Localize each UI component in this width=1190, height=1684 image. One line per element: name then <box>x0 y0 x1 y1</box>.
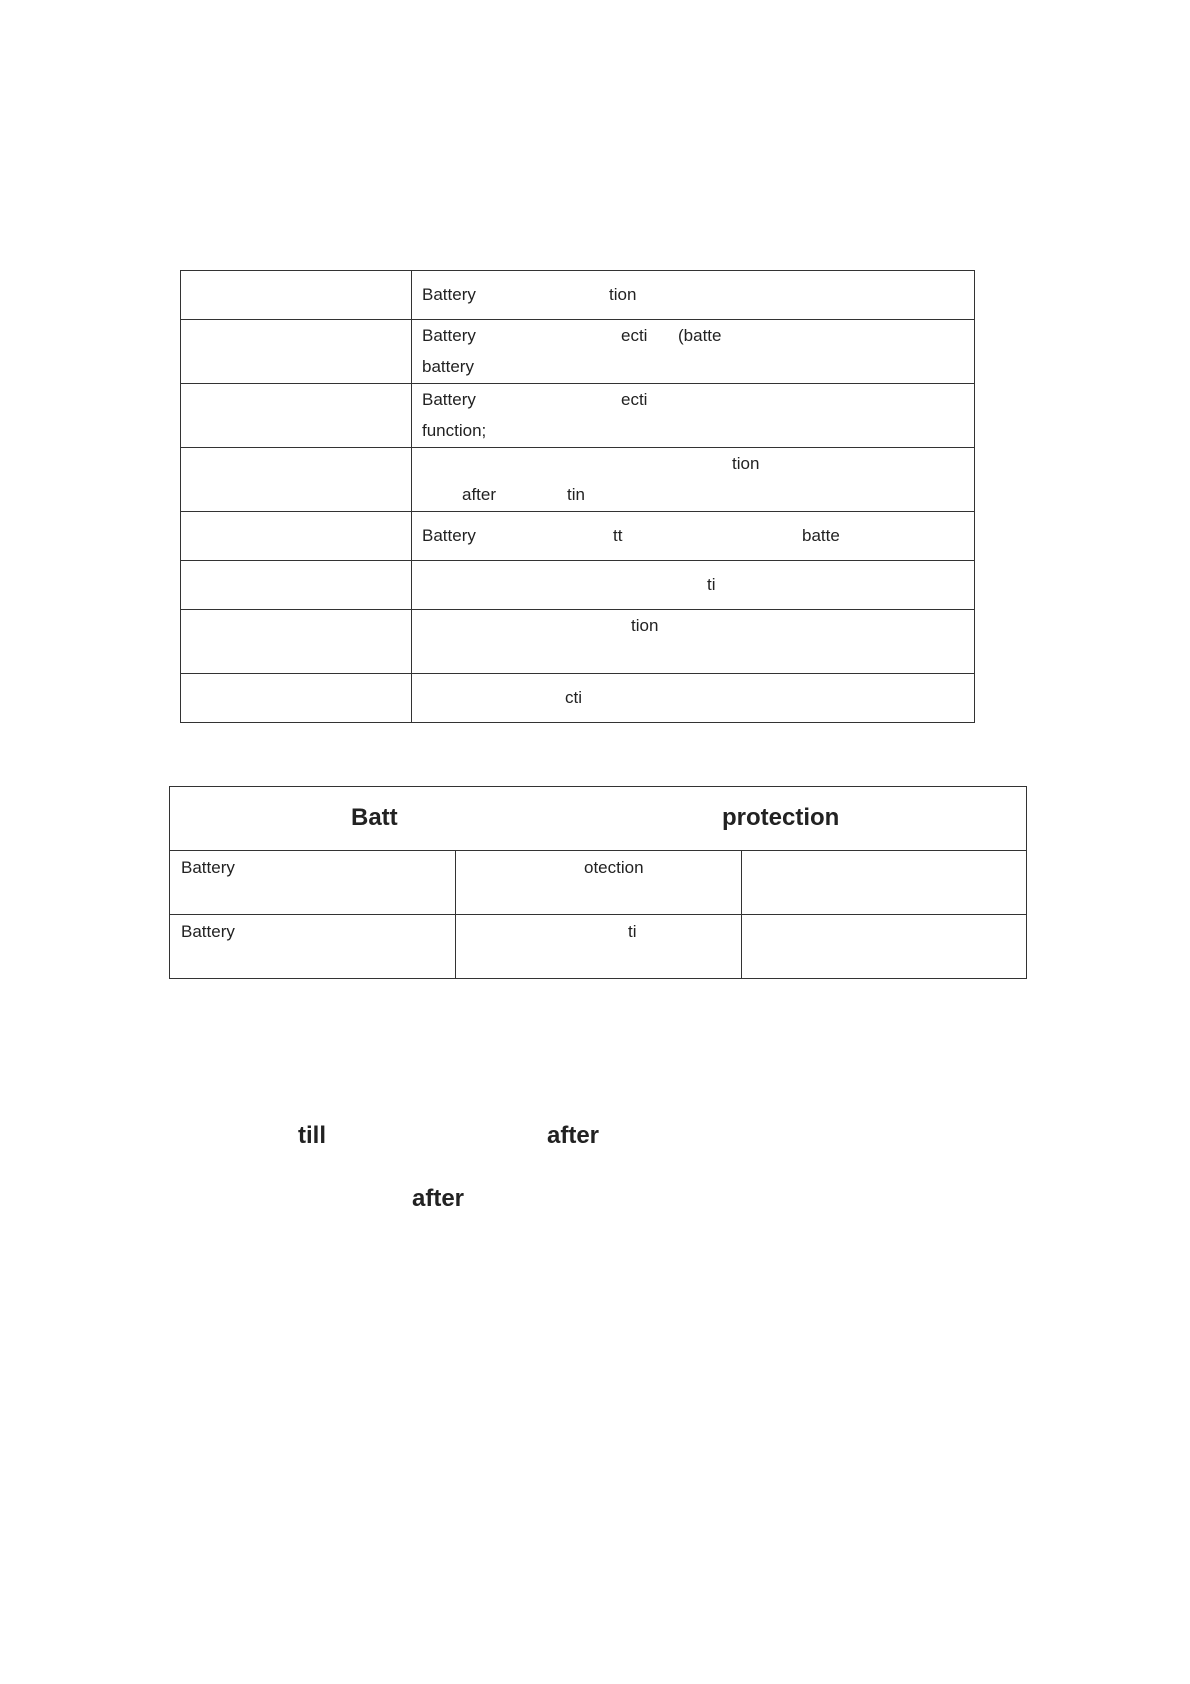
table-header-text: Batt <box>351 804 398 831</box>
table-row <box>181 674 975 723</box>
table-cell-empty <box>181 320 412 384</box>
table-row <box>170 851 1027 915</box>
table-header-cell <box>170 787 1027 851</box>
cell-text: Battery <box>422 390 476 409</box>
table-cell <box>412 512 975 561</box>
table-2 <box>169 786 1027 979</box>
cell-text: Battery <box>422 326 476 345</box>
table-cell <box>412 674 975 723</box>
table-cell <box>742 851 1027 915</box>
table-cell-empty <box>181 448 412 512</box>
table-cell <box>170 915 456 979</box>
cell-text: after <box>462 485 497 504</box>
table-header-row <box>170 787 1027 851</box>
table-row <box>181 320 975 384</box>
cell-text: cti <box>565 688 582 707</box>
table-row <box>181 610 975 674</box>
table-row <box>181 512 975 561</box>
bold-word: till <box>298 1122 326 1149</box>
table-header-text: protection <box>722 804 840 831</box>
table-row <box>181 448 975 512</box>
table-cell-empty <box>181 610 412 674</box>
cell-text: Battery <box>181 922 235 941</box>
table-row <box>181 561 975 610</box>
table-cell-empty <box>181 384 412 448</box>
table-cell <box>412 561 975 610</box>
cell-text: otection <box>584 858 644 877</box>
cell-text: tin <box>567 485 585 504</box>
table-cell <box>170 851 456 915</box>
table-cell-empty <box>181 271 412 320</box>
table-cell <box>412 448 975 512</box>
cell-text: tion <box>631 616 659 635</box>
cell-text: ecti <box>621 390 648 409</box>
cell-text: tt <box>613 526 623 545</box>
table-cell-empty <box>181 512 412 561</box>
table-row <box>170 915 1027 979</box>
cell-text: tion <box>609 285 637 304</box>
table-row <box>181 384 975 448</box>
cell-text: Battery <box>422 285 476 304</box>
table-cell-empty <box>181 561 412 610</box>
cell-text: ti <box>707 575 716 594</box>
cell-text: ti <box>628 922 637 941</box>
cell-text: battery <box>422 357 474 376</box>
cell-text: function; <box>422 421 487 440</box>
bold-word: after <box>412 1185 465 1212</box>
cell-text: Battery <box>422 526 476 545</box>
table-cell-empty <box>181 674 412 723</box>
table-row <box>181 271 975 320</box>
table-cell <box>412 610 975 674</box>
bold-word: after <box>547 1122 600 1149</box>
cell-text: (batte <box>678 326 722 345</box>
table-cell <box>742 915 1027 979</box>
table-cell <box>412 320 975 384</box>
table-cell <box>412 384 975 448</box>
table-1 <box>180 270 975 723</box>
cell-text: Battery <box>181 858 235 877</box>
table-cell <box>412 271 975 320</box>
table-cell <box>456 915 742 979</box>
table-cell <box>456 851 742 915</box>
cell-text: ecti <box>621 326 648 345</box>
cell-text: tion <box>732 454 760 473</box>
cell-text: batte <box>802 526 840 545</box>
